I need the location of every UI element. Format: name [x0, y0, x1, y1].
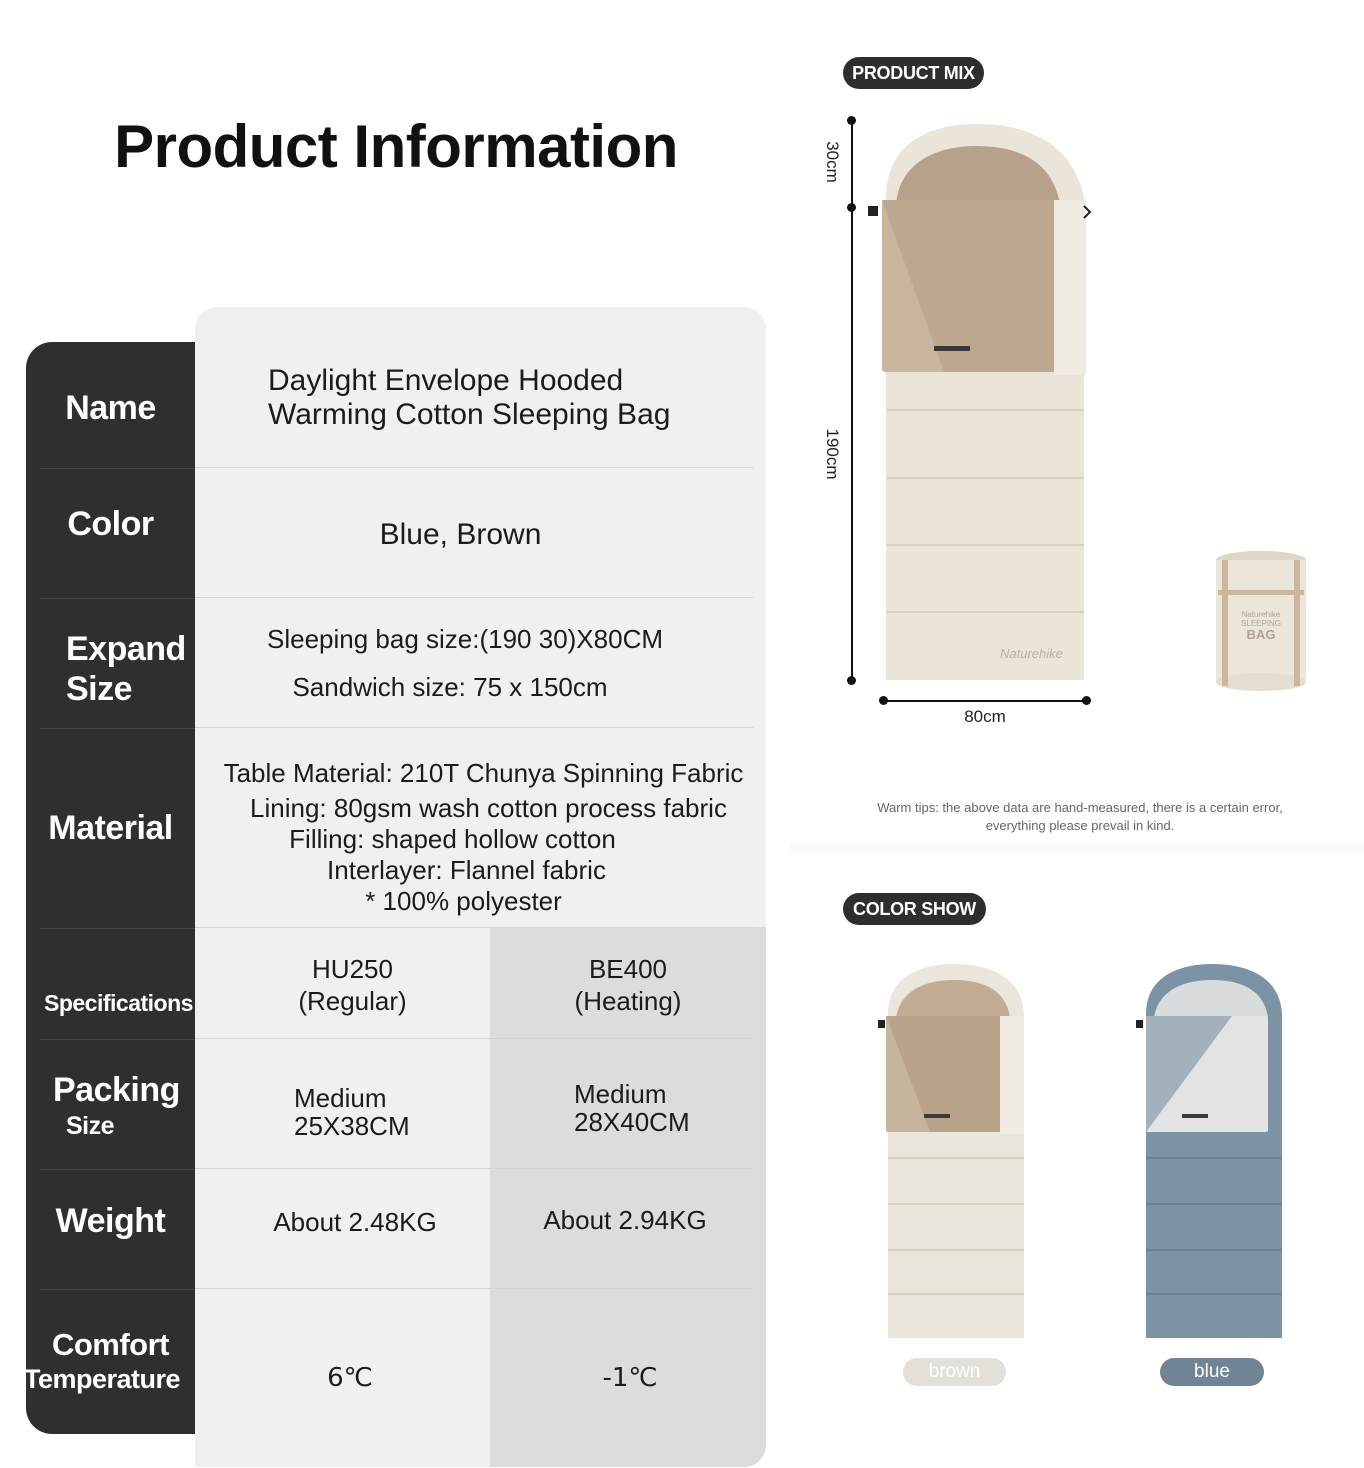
dimension-dot — [847, 676, 856, 685]
brand-mark: Naturehike — [1000, 646, 1063, 661]
label-packing-size: Packing Size — [53, 1071, 180, 1140]
label-column — [23, 342, 195, 1434]
label-color: Color — [67, 504, 154, 543]
spec-variant-2: BE400 (Heating) — [574, 954, 682, 1016]
stuff-sack-text: Naturehike SLEEPING BAG — [1240, 610, 1281, 642]
warm-tips: Warm tips: the above data are hand-measured, there is a certain error, everything please prevail in kind. — [877, 800, 1283, 833]
page-title: Product Information — [114, 113, 678, 180]
label-name: Name — [65, 388, 156, 427]
section-divider — [790, 840, 1364, 854]
dim-length-label: 190cm — [823, 428, 842, 480]
dim-hood-label: 30cm — [823, 141, 842, 183]
value-material: Table Material: 210T Chunya Spinning Fabric Lining: 80gsm wash cotton process fabric Filling: shaped hollow cotton Interlayer: Flannel fabric * 100% polyester — [223, 758, 744, 916]
dimension-dot — [879, 696, 888, 705]
label-comfort-temperature: Comfort Temperature — [23, 1327, 181, 1394]
dimension-dot — [1082, 696, 1091, 705]
label-material: Material — [48, 808, 173, 847]
brown-bag-illustration — [874, 962, 1034, 1342]
product-mix-badge: PRODUCT MIX — [843, 57, 984, 89]
comfort-variant-1: 6℃ — [327, 1363, 373, 1393]
dimension-dot — [847, 203, 856, 212]
value-color: Blue, Brown — [379, 518, 542, 551]
weight-variant-2: About 2.94KG — [543, 1205, 707, 1235]
label-expand-size: Expand Size — [66, 630, 186, 708]
swatch-blue[interactable]: blue — [1160, 1358, 1264, 1386]
color-show-badge: COLOR SHOW — [843, 893, 986, 925]
blue-bag-illustration — [1132, 962, 1292, 1342]
weight-variant-1: About 2.48KG — [273, 1207, 437, 1237]
packing-variant-2: Medium 28X40CM — [574, 1079, 690, 1137]
label-weight: Weight — [55, 1201, 166, 1240]
label-specifications: Specifications — [44, 989, 193, 1016]
value-name: Daylight Envelope Hooded Warming Cotton Sleeping Bag — [268, 363, 671, 431]
dimension-line-horizontal — [883, 700, 1086, 702]
packing-variant-1: Medium 25X38CM — [294, 1083, 410, 1141]
dim-width-label: 80cm — [964, 707, 1006, 726]
value-expand-size: Sleeping bag size:(190 30)X80CM Sandwich size: 75 x 150cm — [266, 623, 664, 702]
dimension-dot — [847, 116, 856, 125]
swatch-brown[interactable]: brown — [903, 1358, 1006, 1386]
sleeping-bag-illustration — [864, 120, 1099, 688]
comfort-variant-2: -1℃ — [602, 1363, 658, 1393]
spec-variant-1: HU250 (Regular) — [298, 954, 407, 1016]
